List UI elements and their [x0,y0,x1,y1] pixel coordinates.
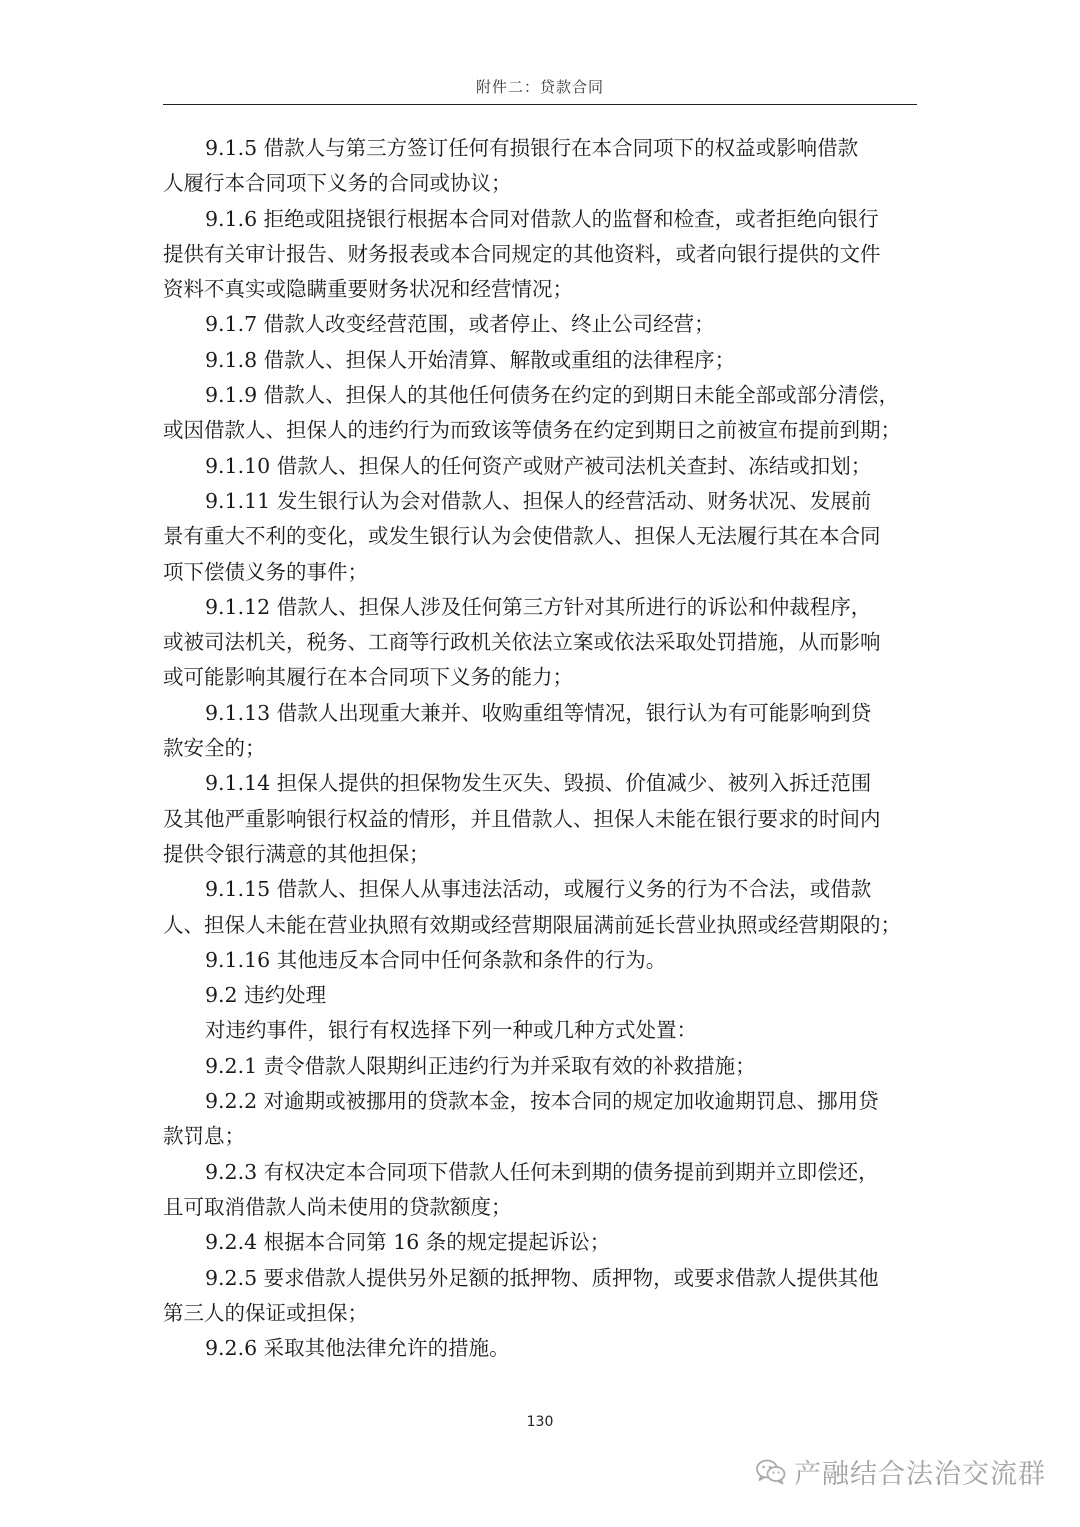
text-line: 提供有关审计报告、财务报表或本合同规定的其他资料，或者向银行提供的文件 [163,241,881,266]
text-line: 9.1.10 借款人、担保人的任何资产或财产被司法机关查封、冻结或扣划； [205,453,872,478]
page-number: 130 [526,1414,554,1430]
text-line: 或因借款人、担保人的违约行为而致该等债务在约定到期日之前被宣布提前到期； [163,418,901,443]
text-line: 款安全的； [163,736,266,761]
text-line: 人履行本合同项下义务的合同或协议； [163,171,512,196]
text-line: 人、担保人未能在营业执照有效期或经营期限届满前延长营业执照或经营期限的； [163,912,901,937]
header-divider [163,104,917,105]
text-line: 9.1.15 借款人、担保人从事违法活动，或履行义务的行为不合法，或借款 [205,877,872,902]
text-line: 资料不真实或隐瞒重要财务状况和经营情况； [163,277,573,302]
text-line: 第三人的保证或担保； [163,1300,368,1325]
text-line: 9.2 违约处理 [205,983,327,1008]
document-body [163,131,923,1366]
text-line: 9.1.9 借款人、担保人的其他任何债务在约定的到期日未能全部或部分清偿， [205,383,900,408]
text-line: 9.2.1 责令借款人限期纠正违约行为并采取有效的补救措施； [205,1053,756,1078]
text-line: 景有重大不利的变化，或发生银行认为会使借款人、担保人无法履行其在本合同 [163,524,881,549]
text-line: 或可能影响其履行在本合同项下义务的能力； [163,665,573,690]
watermark [756,1452,1046,1491]
text-line: 9.1.7 借款人改变经营范围，或者停止、终止公司经营； [205,312,715,337]
text-line: 项下偿债义务的事件； [163,559,368,584]
watermark-text: 产融结合法治交流群 [794,1459,1046,1490]
text-line: 9.2.5 要求借款人提供另外足额的抵押物、质押物，或要求借款人提供其他 [205,1265,879,1290]
text-line: 款罚息； [163,1124,245,1149]
text-line: 9.2.4 根据本合同第 16 条的规定提起诉讼； [205,1230,611,1255]
text-line: 9.1.16 其他违反本合同中任何条款和条件的行为。 [205,947,667,972]
text-line: 或被司法机关，税务、工商等行政机关依法立案或依法采取处罚措施，从而影响 [163,630,881,655]
text-line: 对违约事件，银行有权选择下列一种或几种方式处置： [205,1018,697,1043]
text-line: 9.2.2 对逾期或被挪用的贷款本金，按本合同的规定加收逾期罚息、挪用贷 [205,1089,879,1114]
text-line: 9.1.13 借款人出现重大兼并、收购重组等情况，银行认为有可能影响到贷 [205,700,872,725]
text-line: 9.1.12 借款人、担保人涉及任何第三方针对其所进行的诉讼和仲裁程序， [205,594,872,619]
text-line: 9.1.11 发生银行认为会对借款人、担保人的经营活动、财务状况、发展前 [205,488,872,513]
text-line: 9.1.6 拒绝或阻挠银行根据本合同对借款人的监督和检查，或者拒绝向银行 [205,206,879,231]
text-line: 9.1.8 借款人、担保人开始清算、解散或重组的法律程序； [205,347,736,372]
text-line: 9.1.5 借款人与第三方签订任何有损银行在本合同项下的权益或影响借款 [205,136,859,160]
text-line: 9.1.14 担保人提供的担保物发生灭失、毁损、价值减少、被列入拆迁范围 [205,771,872,796]
text-line: 9.2.6 采取其他法律允许的措施。 [205,1336,510,1361]
text-line: 及其他严重影响银行权益的情形，并且借款人、担保人未能在银行要求的时间内 [163,806,881,831]
text-line: 提供令银行满意的其他担保； [163,841,430,866]
header-title: 附件二：贷款合同 [475,78,604,96]
wechat-icon [756,1459,786,1485]
text-line: 且可取消借款人尚未使用的贷款额度； [163,1194,512,1219]
text-line: 9.2.3 有权决定本合同项下借款人任何未到期的债务提前到期并立即偿还， [205,1159,879,1184]
